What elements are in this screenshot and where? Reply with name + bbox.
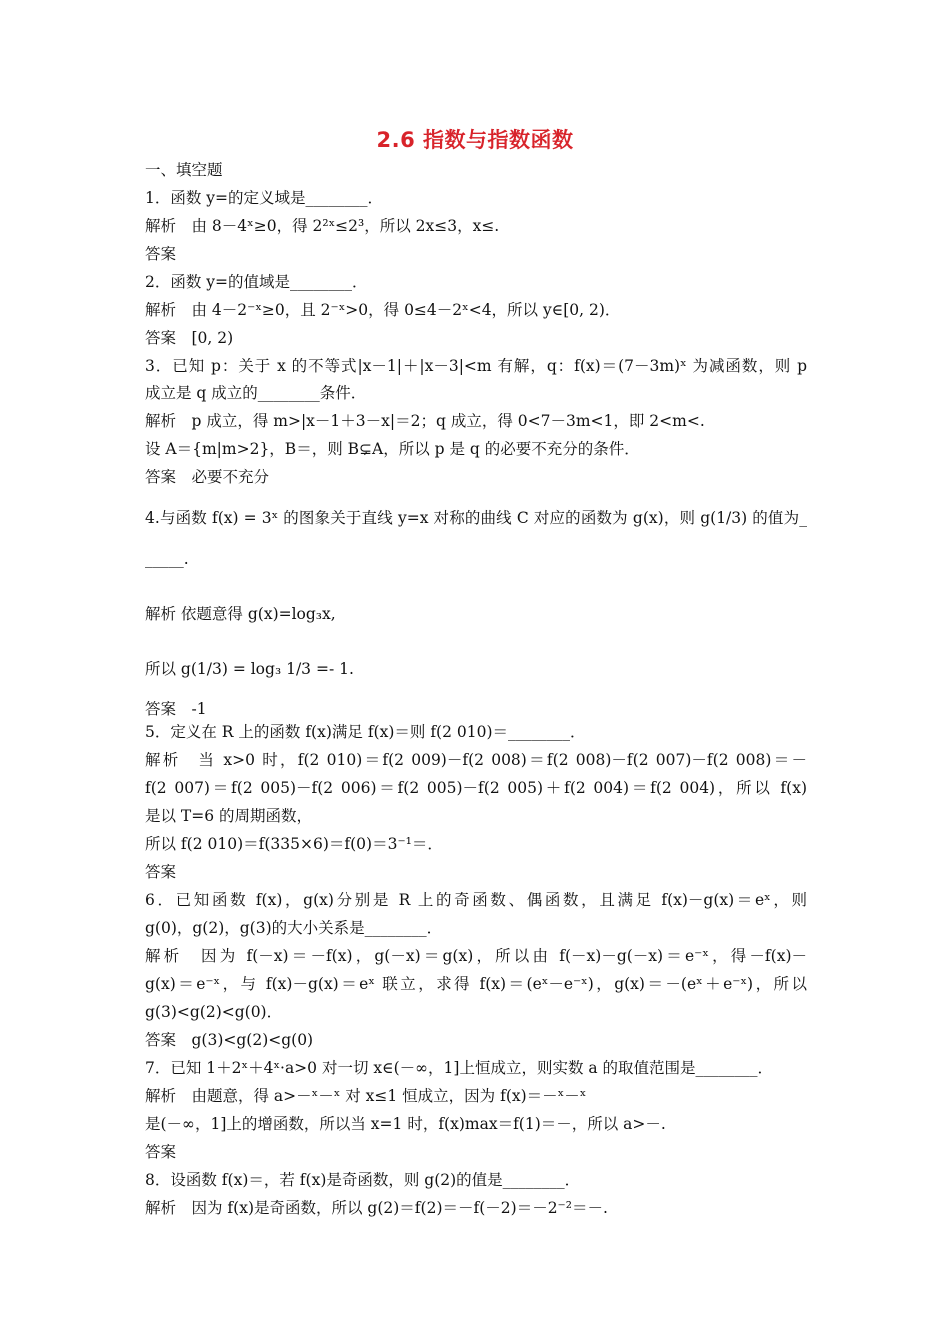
answer-line: 答案 -1 <box>145 700 207 718</box>
question-line: 4.与函数 f(x) = 3ˣ 的图象关于直线 y=x 对称的曲线 C 对应的函数为 g(x)，则 g(1/3) 的值为_ <box>145 509 807 527</box>
question-line: 6．已知函数 f(x)，g(x)分别是 R 上的奇函数、偶函数，且满足 f(x)－g(x)＝eˣ，则 <box>145 891 807 909</box>
answer-line: 答案 [0, 2) <box>145 329 234 347</box>
solution-line: f(2 007)＝f(2 005)－f(2 006)＝f(2 005)－f(2 005)＋f(2 004)＝f(2 004)，所以 f(x) <box>145 779 807 797</box>
question-line: _____. <box>145 550 189 568</box>
solution-line: 解析 由题意，得 a>－ˣ－ˣ 对 x≤1 恒成立，因为 f(x)＝－ˣ－ˣ <box>145 1087 587 1105</box>
solution-line: 解析 依题意得 g(x)=log₃x, <box>145 605 336 623</box>
solution-line: 是以 T=6 的周期函数， <box>145 807 313 825</box>
solution-line: 解析 由 8－4ˣ≥0，得 2²ˣ≤2³，所以 2x≤3，x≤. <box>145 217 500 235</box>
answer-line: 答案 <box>145 245 177 263</box>
solution-line: g(3)<g(2)<g(0)． <box>145 1003 283 1021</box>
solution-line: 解析 由 4－2⁻ˣ≥0，且 2⁻ˣ>0，得 0≤4－2ˣ<4，所以 y∈[0, 2)． <box>145 301 621 319</box>
answer-line: 答案 g(3)<g(2)<g(0) <box>145 1031 314 1049</box>
question-line: 5．定义在 R 上的函数 f(x)满足 f(x)＝则 f(2 010)＝________． <box>145 723 586 741</box>
solution-line: 解析 p 成立，得 m>|x－1＋3－x|＝2；q 成立，得 0<7－3m<1，即 2<m<. <box>145 412 705 430</box>
question-line: g(0)，g(2)，g(3)的大小关系是________． <box>145 919 443 937</box>
solution-line: 解析 当 x>0 时，f(2 010)＝f(2 009)－f(2 008)＝f(2 008)－f(2 007)－f(2 008)＝－ <box>145 751 807 769</box>
solution-line: 所以 g(1/3) = log₃ 1/3 =- 1. <box>145 660 354 678</box>
page-title: 2.6 指数与指数函数 <box>376 128 574 152</box>
solution-line: g(x)＝e⁻ˣ，与 f(x)－g(x)＝eˣ 联立，求得 f(x)＝(eˣ－e⁻ˣ)，g(x)＝－(eˣ＋e⁻ˣ)，所以 <box>145 975 807 993</box>
question-line: 7．已知 1＋2ˣ＋4ˣ·a>0 对一切 x∈(－∞，1]上恒成立，则实数 a 的取值范围是________． <box>145 1059 774 1077</box>
solution-line: 所以 f(2 010)＝f(335×6)＝f(0)＝3⁻¹＝． <box>145 835 443 853</box>
solution-line: 解析 因为 f(x)是奇函数，所以 g(2)＝f(2)＝－f(－2)＝－2⁻²＝－. <box>145 1199 608 1217</box>
solution-line: 解析 因为 f(－x)＝－f(x)，g(－x)＝g(x)，所以由 f(－x)－g(－x)＝e⁻ˣ，得－f(x)－ <box>145 947 807 965</box>
question-line: 3．已知 p：关于 x 的不等式|x－1|＋|x－3|<m 有解，q：f(x)＝(7－3m)ˣ 为减函数，则 p <box>145 357 807 375</box>
question-line: 2．函数 y=的值域是________． <box>145 273 368 291</box>
answer-line: 答案 <box>145 1143 177 1161</box>
question-line: 8．设函数 f(x)＝，若 f(x)是奇函数，则 g(2)的值是________． <box>145 1171 581 1189</box>
answer-line: 答案 <box>145 863 177 881</box>
question-line: 成立是 q 成立的________条件． <box>145 384 367 402</box>
solution-line: 设 A＝{m|m>2}，B＝，则 B⊊A，所以 p 是 q 的必要不充分的条件． <box>145 440 640 458</box>
question-line: 1．函数 y=的定义域是________． <box>145 189 384 207</box>
section-heading: 一、填空题 <box>145 161 223 179</box>
answer-line: 答案 必要不充分 <box>145 468 270 486</box>
solution-line: 是(－∞，1]上的增函数，所以当 x=1 时，f(x)max＝f(1)＝－，所以 a>－. <box>145 1115 666 1133</box>
